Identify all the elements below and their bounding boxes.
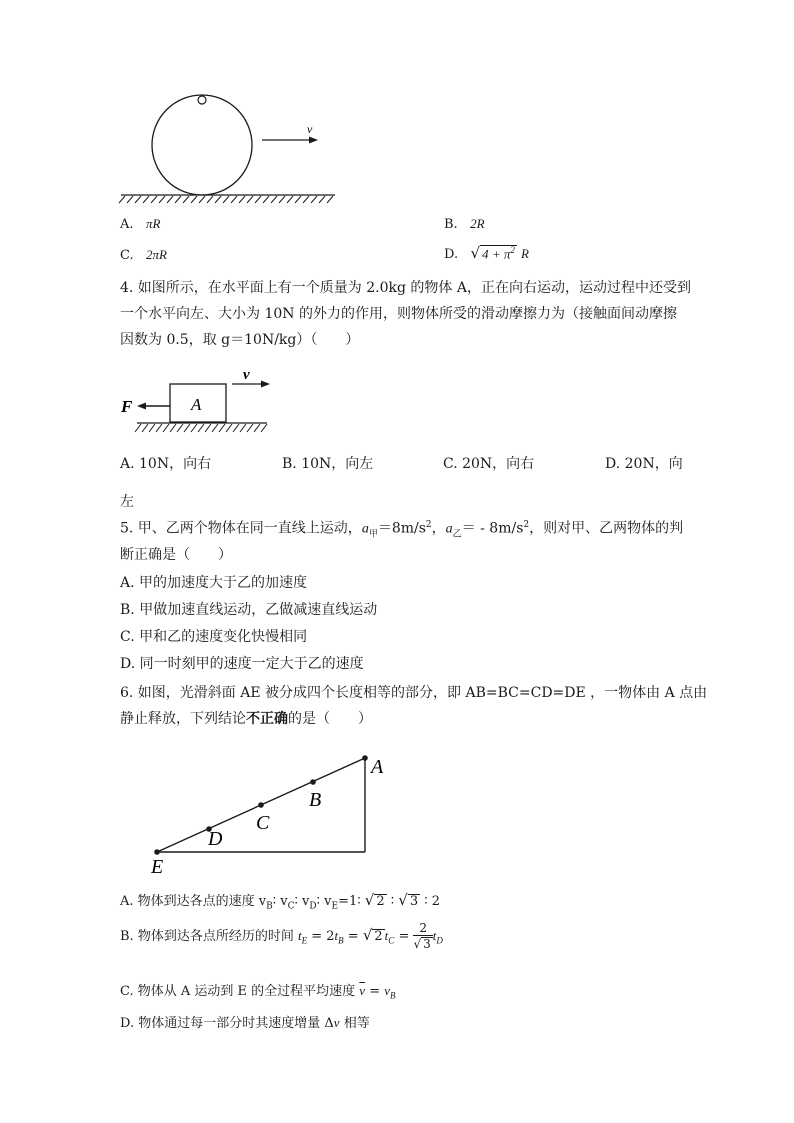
q6-option-b: B. 物体到达各点所经历的时间 $t_E = 2t_B$ = √ 2 $t_C$ = $\frac{2}{√ 3}$ $t_D$ bbox=[120, 921, 443, 951]
force-label: F bbox=[121, 397, 133, 416]
q5-option-c: C. 甲和乙的速度变化快慢相同 bbox=[120, 629, 308, 645]
q5-option-d: D. 同一时刻甲的速度一定大于乙的速度 bbox=[120, 656, 364, 672]
q5-stem-line1: 5. 甲、乙两个物体在同一直线上运动，$a_甲=8m/s^2$，$a_乙= - 8m/s^2$，则对甲、乙两物体的判 bbox=[120, 520, 684, 540]
velocity-arrowhead bbox=[261, 381, 270, 388]
q4-stem-line3: 因数为 0.5，取 g＝10N/kg）（ ） bbox=[120, 332, 360, 348]
q6-stem-line1: 6. 如图，光滑斜面 AE 被分成四个长度相等的部分，即 AB=BC=CD=DE ，一物体由 A 点由 bbox=[120, 685, 708, 701]
q3-option-a: A. πR bbox=[120, 216, 161, 232]
q5-stem-line2: 断正确是（ ） bbox=[120, 547, 232, 563]
point-c bbox=[258, 802, 264, 808]
q4-option-d: D. 20N，向 bbox=[605, 456, 683, 472]
q4-stem-line1: 4. 如图所示，在水平面上有一个质量为 2.0kg 的物体 A，正在向右运动，运动过程中还受到 bbox=[120, 280, 691, 296]
q4-option-d-wrap: 左 bbox=[120, 494, 134, 510]
q4-option-b: B. 10N，向左 bbox=[282, 456, 374, 472]
block-force-figure bbox=[115, 362, 275, 438]
q4-stem-line2: 一个水平向左、大小为 10N 的外力的作用，则物体所受的滑动摩擦力为（接触面间动摩擦 bbox=[120, 306, 677, 322]
q5-option-b: B. 甲做加速直线运动，乙做减速直线运动 bbox=[120, 602, 378, 618]
label-e: E bbox=[151, 856, 164, 878]
q3-option-d: D. √ $4 + \pi^2$ R bbox=[444, 244, 529, 262]
velocity-label: v bbox=[307, 122, 313, 136]
ground-hatching bbox=[135, 424, 267, 432]
label-c: C bbox=[256, 812, 270, 834]
q6-option-c: C. 物体从 A 运动到 E 的全过程平均速度 $\overline{v} = v_B$ bbox=[120, 983, 396, 1001]
block-label: A bbox=[191, 395, 202, 414]
label-b: B bbox=[309, 789, 322, 811]
label-a: A bbox=[371, 756, 384, 778]
circle bbox=[152, 95, 252, 195]
incline-figure bbox=[145, 745, 405, 880]
q4-option-a: A. 10N，向右 bbox=[120, 456, 212, 472]
q6-option-a: A. 物体到达各点的速度 $v_B∶$ $v_C∶$ $v_D∶$ $v_E=1∶$ √ 2 ∶ √ 3 ∶ 2 bbox=[120, 891, 441, 912]
q3-option-c: C. 2πR bbox=[120, 247, 167, 263]
velocity-label: v bbox=[243, 367, 250, 383]
q5-option-a: A. 甲的加速度大于乙的加速度 bbox=[120, 575, 308, 591]
force-arrowhead bbox=[137, 403, 146, 410]
q4-option-c: C. 20N，向右 bbox=[443, 456, 535, 472]
point-a bbox=[362, 755, 368, 761]
label-d: D bbox=[208, 828, 223, 850]
point-marker bbox=[198, 96, 206, 104]
point-b bbox=[310, 779, 316, 785]
q6-option-d: D. 物体通过每一部分时其速度增量 Δv 相等 bbox=[120, 1015, 370, 1031]
velocity-arrowhead bbox=[309, 137, 318, 144]
point-e bbox=[154, 849, 160, 855]
ground-hatching bbox=[119, 196, 333, 203]
q6-stem-line2: 静止释放，下列结论不正确的是（ ） bbox=[120, 711, 372, 727]
rolling-circle-figure bbox=[115, 90, 345, 210]
q3-option-b: B. 2R bbox=[444, 216, 485, 232]
